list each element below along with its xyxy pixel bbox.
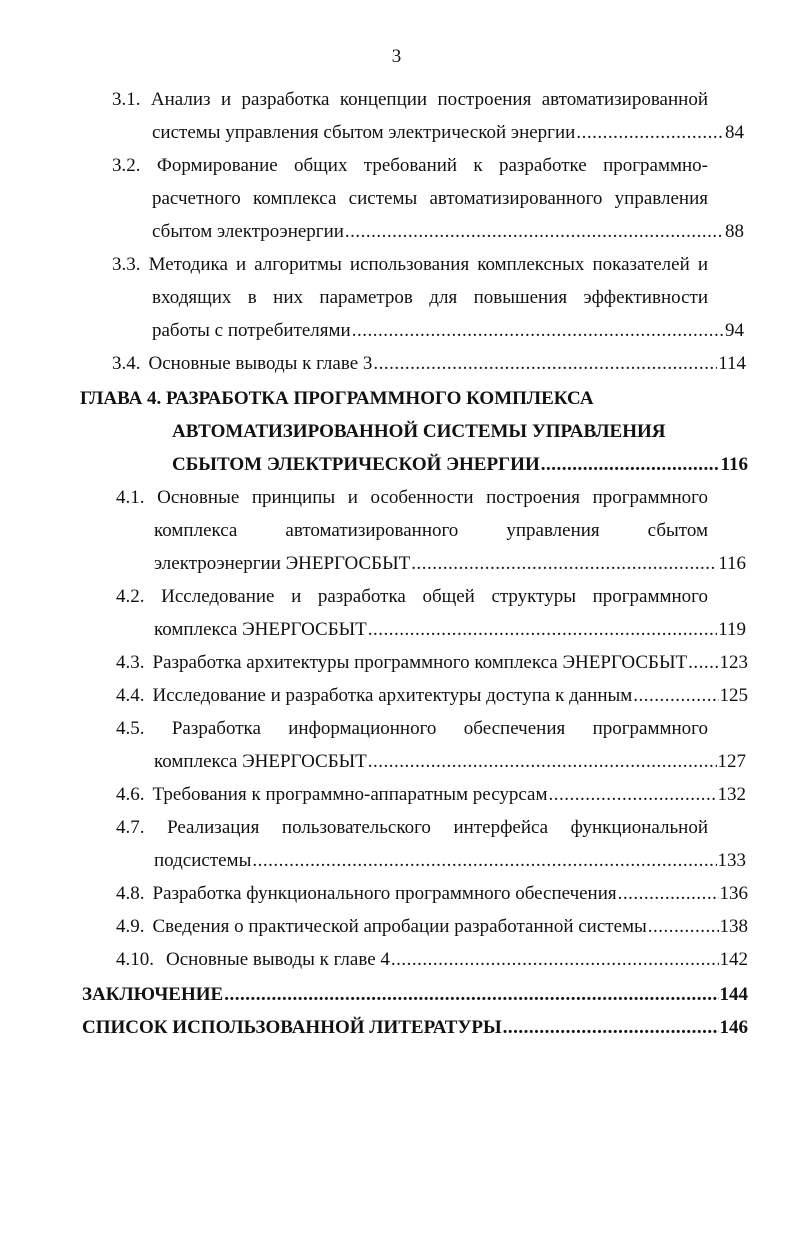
toc-entry-title: подсистемы	[154, 850, 252, 871]
toc-entry-4-5-line-2[interactable]	[154, 748, 746, 775]
toc-entry-title: сбытом электроэнергии	[152, 221, 344, 242]
toc-page-number: 116	[718, 553, 746, 574]
toc-entry-number: 4.10.	[116, 949, 154, 970]
toc-entry-4-1-line-3[interactable]	[154, 550, 746, 577]
dot-leader	[576, 119, 724, 146]
dot-leader	[503, 1014, 719, 1041]
toc-entry-3-3-line-2	[152, 284, 708, 311]
toc-page-number: 84	[725, 122, 744, 143]
toc-entry-title: Основные принципы и особенности построения программного	[157, 487, 708, 508]
toc-entry-title: комплекса автоматизированного управления сбытом	[154, 520, 708, 541]
toc-entry-number: 4.6.	[116, 784, 145, 805]
toc-entry-4-2-line-2[interactable]	[154, 616, 746, 643]
toc-entry-4-7-line-2[interactable]	[154, 847, 746, 874]
toc-page-number: 88	[725, 221, 744, 242]
toc-entry-title: расчетного комплекса системы автоматизированного управления	[152, 188, 708, 209]
chapter-4-heading-line-2: АВТОМАТИЗИРОВАННОЙ СИСТЕМЫ УПРАВЛЕНИЯ	[172, 421, 666, 442]
dot-leader	[373, 350, 717, 377]
toc-entry-title: Анализ и разработка концепции построения автоматизированной	[150, 89, 708, 110]
toc-entry-number: 4.7.	[116, 817, 145, 838]
toc-conclusion[interactable]	[82, 981, 748, 1008]
references-title: СПИСОК ИСПОЛЬЗОВАННОЙ ЛИТЕРАТУРЫ	[82, 1017, 502, 1038]
dot-leader	[252, 847, 716, 874]
toc-entry-4-7-line-1	[116, 814, 708, 841]
toc-entry-4-1-line-1	[116, 484, 708, 511]
toc-references[interactable]	[82, 1014, 748, 1041]
toc-page-number: 119	[718, 619, 746, 640]
page-number: 3	[391, 46, 402, 67]
toc-entry-3-2-line-1	[112, 152, 708, 179]
toc-page-number: 125	[719, 685, 748, 706]
toc-entry-title: Исследование и разработка архитектуры доступа к данным	[152, 685, 633, 706]
dot-leader	[368, 616, 717, 643]
toc-page-number: 144	[719, 984, 748, 1005]
toc-entry-3-2-line-3[interactable]	[152, 218, 744, 245]
toc-page-number: 136	[719, 883, 748, 904]
toc-entry-3-1-line-1	[112, 86, 708, 113]
toc-page-number: 133	[717, 850, 746, 871]
dot-leader	[345, 218, 724, 245]
toc-entry-title: Реализация пользовательского интерфейса функциональной	[167, 817, 708, 838]
toc-entry-4-6[interactable]	[116, 781, 746, 808]
toc-entry-3-3-line-3[interactable]	[152, 317, 744, 344]
toc-entry-title: Разработка информационного обеспечения программного	[171, 718, 709, 739]
toc-entry-title: Формирование общих требований к разработке программно-	[156, 155, 709, 176]
toc-entry-title: электроэнергии ЭНЕРГОСБЫТ	[154, 553, 411, 574]
toc-page-number: 94	[725, 320, 744, 341]
toc-entry-3-3-line-1	[112, 251, 708, 278]
toc-entry-title: Разработка функционального программного обеспечения	[152, 883, 617, 904]
toc-entry-title: работы с потребителями	[152, 320, 351, 341]
toc-page-number: 123	[719, 652, 748, 673]
toc-entry-title: Требования к программно-аппаратным ресурсам	[152, 784, 548, 805]
toc-entry-title: Разработка архитектуры программного комплекса ЭНЕРГОСБЫТ	[152, 652, 688, 673]
toc-entry-number: 4.5.	[116, 718, 145, 739]
toc-entry-4-9[interactable]	[116, 913, 748, 940]
toc-entry-number: 4.8.	[116, 883, 145, 904]
dot-leader	[618, 880, 719, 907]
dot-leader	[352, 317, 724, 344]
toc-page-number: 146	[719, 1017, 748, 1038]
toc-entry-title: Основные выводы к главе 4	[166, 949, 390, 970]
chapter-title: СБЫТОМ ЭЛЕКТРИЧЕСКОЙ ЭНЕРГИИ	[172, 454, 540, 475]
dot-leader	[688, 649, 718, 676]
toc-entry-title: Сведения о практической апробации разработанной системы	[152, 916, 647, 937]
toc-entry-3-4[interactable]	[112, 350, 746, 377]
toc-page-number: 142	[719, 949, 748, 970]
toc-entry-title: Основные выводы к главе 3	[148, 353, 373, 374]
toc-entry-number: 3.3.	[112, 254, 141, 275]
toc-page-number: 138	[719, 916, 748, 937]
chapter-4-heading-line-1: ГЛАВА 4. РАЗРАБОТКА ПРОГРАММНОГО КОМПЛЕКСА	[80, 388, 594, 409]
toc-entry-title: Исследование и разработка общей структуры программного	[161, 586, 709, 607]
toc-entry-4-5-line-1	[116, 715, 708, 742]
toc-entry-number: 4.2.	[116, 586, 145, 607]
toc-entry-number: 3.2.	[112, 155, 141, 176]
conclusion-title: ЗАКЛЮЧЕНИЕ	[82, 984, 224, 1005]
toc-page-number: 116	[720, 454, 748, 475]
chapter-4-heading-line-3[interactable]	[172, 451, 748, 478]
toc-entry-4-3[interactable]	[116, 649, 748, 676]
toc-entry-4-8[interactable]	[116, 880, 748, 907]
dot-leader	[541, 451, 720, 478]
toc-entry-number: 4.9.	[116, 916, 145, 937]
toc-page-number: 114	[718, 353, 746, 374]
dot-leader	[648, 913, 719, 940]
dot-leader	[549, 781, 717, 808]
toc-entry-4-4[interactable]	[116, 682, 748, 709]
toc-entry-title: комплекса ЭНЕРГОСБЫТ	[154, 619, 367, 640]
dot-leader	[224, 981, 718, 1008]
toc-entry-title: Методика и алгоритмы использования комплексных показателей и	[148, 254, 709, 275]
dot-leader	[391, 946, 719, 973]
toc-entry-3-1-line-2[interactable]	[152, 119, 744, 146]
toc-entry-number: 4.4.	[116, 685, 145, 706]
dot-leader	[368, 748, 717, 775]
toc-entry-4-2-line-1	[116, 583, 708, 610]
toc-entry-number: 3.1.	[112, 89, 141, 110]
toc-entry-number: 4.3.	[116, 652, 145, 673]
toc-entry-number: 3.4.	[112, 353, 141, 374]
toc-entry-title: системы управления сбытом электрической энергии	[152, 122, 576, 143]
toc-entry-4-10[interactable]	[116, 946, 748, 973]
toc-entry-3-2-line-2	[152, 185, 708, 212]
toc-entry-title: комплекса ЭНЕРГОСБЫТ	[154, 751, 367, 772]
toc-entry-number: 4.1.	[116, 487, 145, 508]
dot-leader	[633, 682, 718, 709]
toc-page-number: 132	[717, 784, 746, 805]
dot-leader	[411, 550, 717, 577]
toc-entry-title: входящих в них параметров для повышения эффективности	[152, 287, 708, 308]
toc-entry-4-1-line-2	[154, 517, 708, 544]
toc-page-number: 127	[717, 751, 746, 772]
